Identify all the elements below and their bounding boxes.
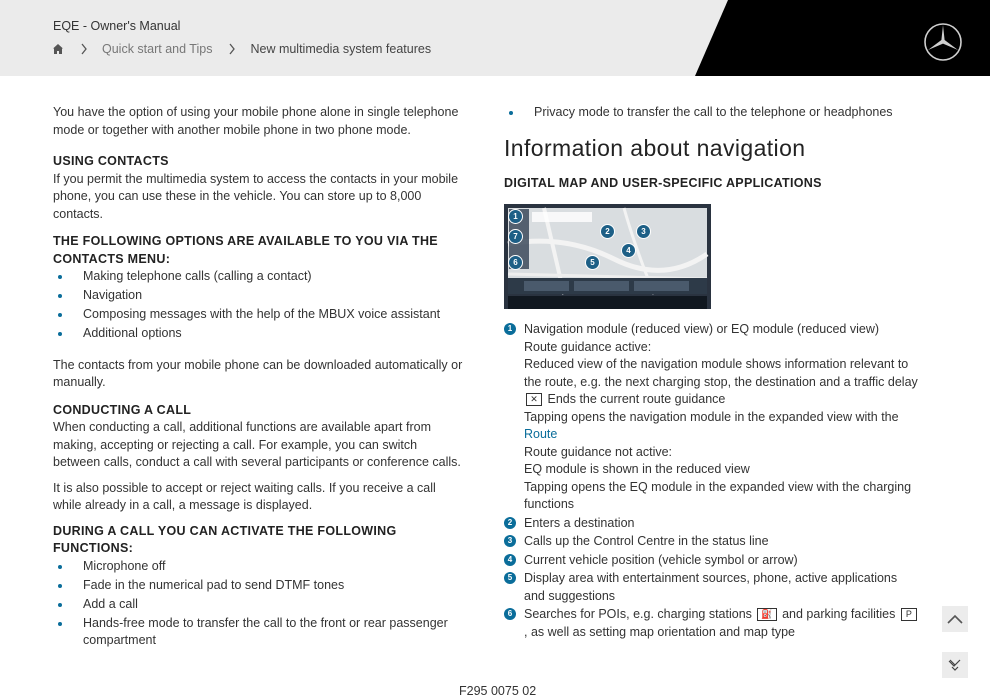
figure-code: F295 0075 02 <box>459 684 537 698</box>
conducting-text: When conducting a call, additional functions are available apart from making, accepting or rejecting a call. For example, you can switch between calls, conduct a call with several participants or conference calls. <box>53 420 461 469</box>
breadcrumb-link-quick-start[interactable]: Quick start and Tips <box>102 42 213 56</box>
list-item: Add a call <box>53 596 465 614</box>
left-column <box>53 104 465 651</box>
right-column <box>504 104 920 642</box>
legend-text: Route guidance not active: <box>524 444 673 459</box>
breadcrumb-current: New multimedia system features <box>250 42 432 56</box>
during-call-list <box>53 558 465 650</box>
legend-number: 2 <box>504 517 516 529</box>
legend-number: 5 <box>504 572 516 584</box>
download-paragraph: The contacts from your mobile phone can be downloaded automatically or manually. <box>53 357 463 389</box>
options-list <box>53 268 465 343</box>
legend-text: Enters a destination <box>524 515 635 530</box>
list-item: Privacy mode to transfer the call to the telephone or headphones <box>504 104 920 122</box>
list-item: Microphone off <box>53 558 465 576</box>
sub-heading: DIGITAL MAP AND USER-SPECIFIC APPLICATIONS <box>504 175 822 190</box>
using-contacts-heading: USING CONTACTS <box>53 154 169 168</box>
home-icon[interactable] <box>52 43 64 55</box>
waiting-paragraph: It is also possible to accept or reject waiting calls. If you receive a call while already in a call, a message is displayed. <box>53 480 436 512</box>
legend-text: Calls up the Control Centre in the status line <box>524 534 769 548</box>
list-item: Fade in the numerical pad to send DTMF tones <box>53 577 465 595</box>
legend-item-1 <box>504 321 920 514</box>
figure-marker-1: 1 <box>508 209 523 224</box>
list-item: Additional options <box>53 325 465 343</box>
legend-text <box>524 409 920 444</box>
legend-text: Route guidance active: <box>524 339 652 354</box>
figure-marker-2: 2 <box>600 224 615 239</box>
legend-text: Navigation module (reduced view) or EQ module (reduced view) <box>524 322 880 336</box>
using-contacts-text: If you permit the multimedia system to access the contacts in your mobile phone, you can use these in the vehicle. You can store up to 8,000 contacts. <box>53 171 459 221</box>
list-item: Composing messages with the help of the MBUX voice assistant <box>53 306 465 324</box>
route-link[interactable]: Route <box>524 427 558 441</box>
legend-text: EQ module is shown in the reduced view <box>524 462 750 476</box>
figure-marker-4: 4 <box>621 243 636 258</box>
legend-text: Current vehicle position (vehicle symbol or arrow) <box>524 552 798 567</box>
legend-item-6 <box>504 606 920 641</box>
legend-text: Tapping opens the navigation module in the expanded view with the <box>524 409 899 424</box>
scroll-to-top-button[interactable] <box>942 606 968 632</box>
legend-item-4 <box>504 552 920 570</box>
legend-number: 1 <box>504 323 516 335</box>
legend-item-2 <box>504 515 920 533</box>
chevron-right-icon <box>80 43 88 55</box>
breadcrumb <box>52 42 447 56</box>
intro-paragraph: You have the option of using your mobile phone alone in single telephone mode or together with another mobile phone in two phone mode. <box>53 105 459 137</box>
close-key-icon: ✕ <box>526 393 542 406</box>
parking-icon: P <box>901 608 917 621</box>
navigation-screen-illustration <box>504 204 711 309</box>
manual-title: EQE - Owner's Manual <box>53 19 181 33</box>
mercedes-star-logo-icon[interactable] <box>923 22 963 62</box>
legend-text: Searches for POIs, e.g. charging stations <box>524 607 752 621</box>
chevron-right-icon <box>228 43 236 55</box>
feedback-button[interactable] <box>942 652 968 678</box>
legend-number: 3 <box>504 535 516 547</box>
options-heading: THE FOLLOWING OPTIONS ARE AVAILABLE TO YOU VIA THE CONTACTS MENU: <box>53 234 438 266</box>
legend-text: Display area with entertainment sources, phone, active applications and suggestions <box>524 571 898 603</box>
legend-number: 4 <box>504 554 516 566</box>
map-screen-image <box>504 204 711 309</box>
figure-marker-5: 5 <box>585 255 600 270</box>
bird-icon <box>947 658 963 672</box>
legend-item-5 <box>504 570 920 605</box>
chevron-up-icon <box>947 614 963 624</box>
conducting-heading: CONDUCTING A CALL <box>53 402 192 417</box>
legend-text: Tapping opens the EQ module in the expanded view with the charging functions <box>524 479 912 511</box>
legend-list <box>504 321 920 641</box>
section-title: Information about navigation <box>504 134 806 161</box>
legend-item-3 <box>504 533 920 551</box>
legend-text: Ends the current route guidance <box>547 392 726 406</box>
privacy-list <box>504 104 920 122</box>
legend-text: and parking facilities <box>782 607 896 621</box>
figure-marker-3: 3 <box>636 224 651 239</box>
figure-marker-6: 6 <box>508 255 523 270</box>
list-item: Navigation <box>53 287 465 305</box>
legend-text <box>524 391 920 409</box>
legend-text: , as well as setting map orientation and map type <box>524 624 795 639</box>
list-item: Making telephone calls (calling a contact) <box>53 268 465 286</box>
legend-number: 6 <box>504 608 516 620</box>
header-bar <box>0 0 990 76</box>
list-item: Hands-free mode to transfer the call to the front or rear passenger compartment <box>53 615 465 650</box>
during-call-heading: DURING A CALL YOU CAN ACTIVATE THE FOLLOWING FUNCTIONS: <box>53 523 397 555</box>
charging-station-icon: ⛽ <box>757 608 776 621</box>
legend-text: Reduced view of the navigation module shows information relevant to the route, e.g. the next charging stop, the destination and a traffic delay <box>524 357 918 389</box>
figure-marker-7: 7 <box>508 229 523 244</box>
